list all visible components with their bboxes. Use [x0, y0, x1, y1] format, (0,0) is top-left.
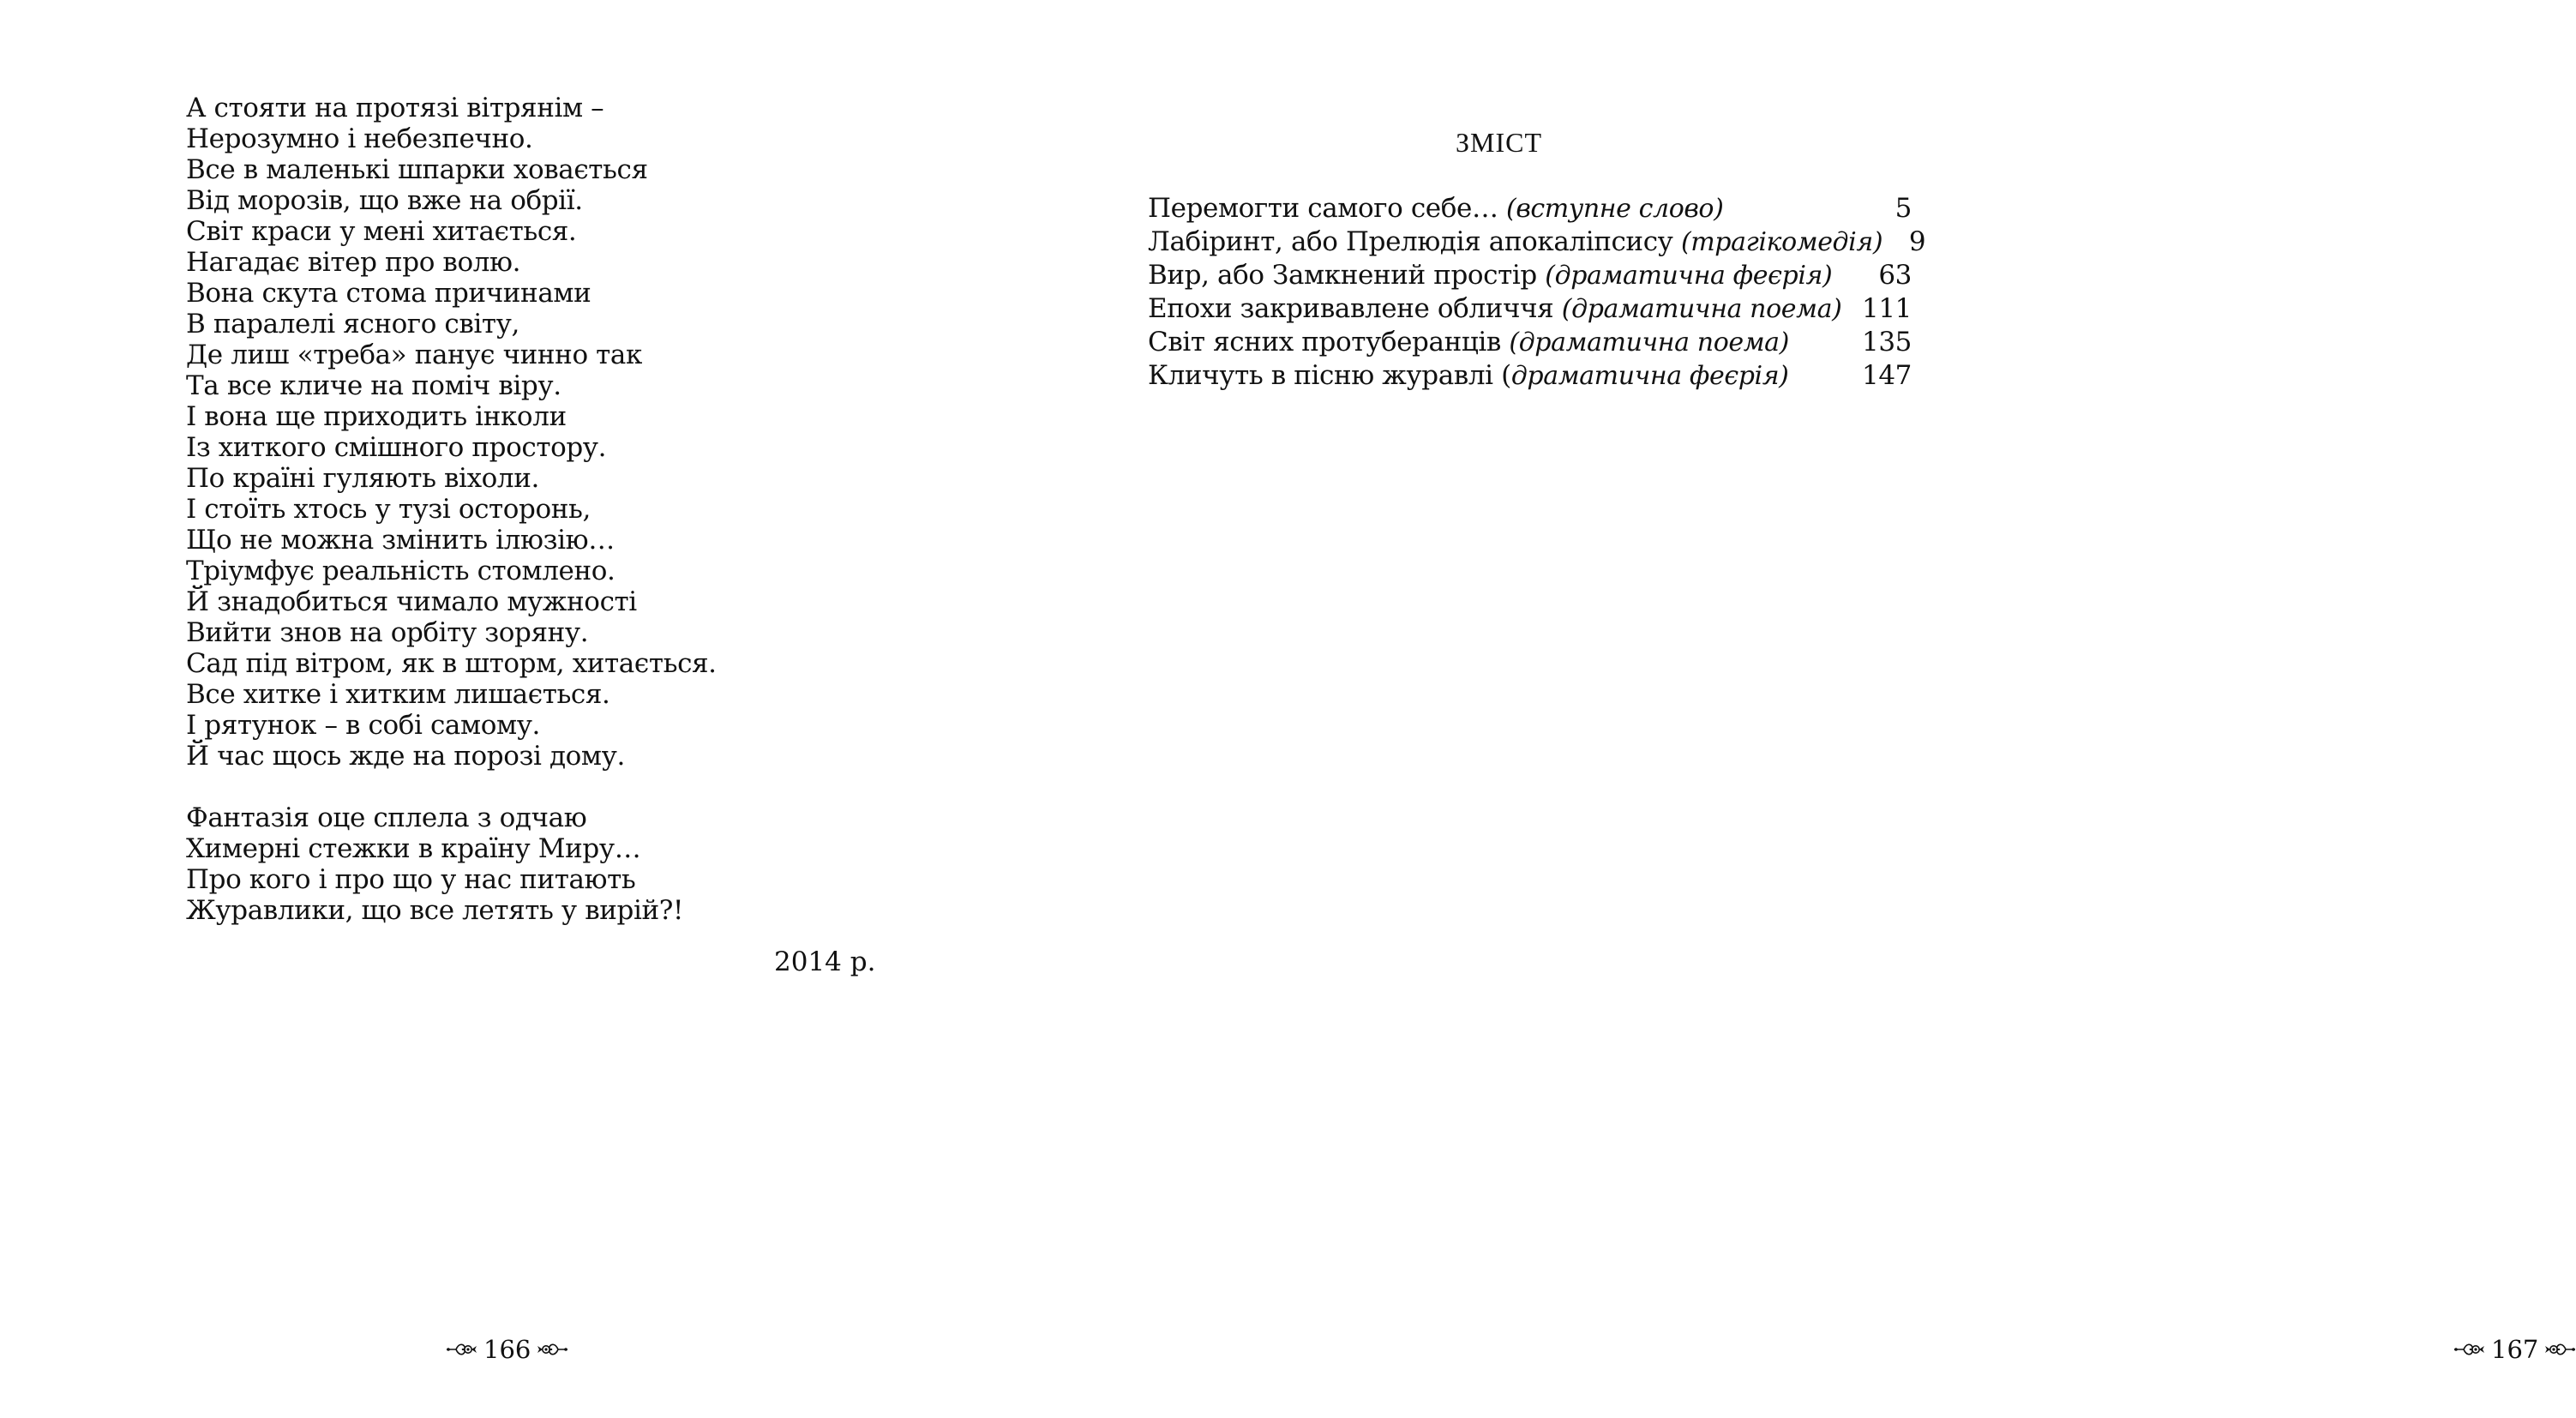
verse-line: Фантазія оце сплела з одчаю: [186, 802, 587, 833]
left-page: [0, 0, 999, 1418]
toc-entry-page: 111: [1862, 293, 1912, 324]
verse-line: А стояти на протязі вітрянім –: [186, 93, 604, 123]
verse-line: Тріумфує реальність стомлено.: [186, 556, 615, 586]
poem: [186, 93, 958, 926]
toc-entry-page: 9: [1908, 226, 1926, 257]
verse-line: І рятунок – в собі самому.: [186, 710, 540, 741]
verse-line: Про кого і про що у нас питають: [186, 864, 636, 895]
toc-entry-title: Вир, або Замкнений простір: [1148, 260, 1546, 291]
page-footer-right: [2453, 1334, 2576, 1365]
toc-entry-page: 147: [1862, 360, 1912, 391]
toc-entry-genre: (вступне слово): [1506, 194, 1724, 224]
toc-entry-page: 63: [1878, 260, 1912, 291]
verse-line: Й час щось жде на порозі дому.: [186, 741, 625, 772]
right-page: [1000, 0, 2539, 1418]
verse-line: Химерні стежки в країну Миру…: [186, 833, 641, 864]
toc-entry-page: 135: [1862, 327, 1912, 358]
verse-line: Що не можна змінить ілюзію…: [186, 525, 615, 556]
verse-line: Від морозів, що вже на обрії.: [186, 185, 583, 216]
toc-entry[interactable]: [1148, 359, 1912, 393]
verse-line: Із хиткого смішного простору.: [186, 432, 607, 463]
toc-entry-genre: (драматична феєрія): [1545, 261, 1833, 291]
floral-ornament-icon: [2453, 1340, 2486, 1359]
verse-line: Все хитке і хитким лишається.: [186, 679, 610, 710]
toc-entry-title: Кличуть в пісню журавлі (: [1148, 360, 1511, 391]
verse-line: Й знадобиться чимало мужності: [186, 586, 637, 617]
verse-line: По країні гуляють віхоли.: [186, 463, 539, 494]
page-number: 167: [2491, 1335, 2539, 1364]
floral-ornament-icon: [536, 1340, 568, 1359]
poem-date: 2014 р.: [774, 946, 876, 977]
verse-line: І стоїть хтось у тузі осторонь,: [186, 494, 591, 525]
toc-entry[interactable]: [1148, 225, 1926, 259]
verse-line: Та все кличе на поміч віру.: [186, 370, 561, 401]
verse-line: В паралелі ясного світу,: [186, 309, 519, 339]
verse-line: Сад під вітром, як в шторм, хитається.: [186, 648, 717, 679]
verse-line: Світ краси у мені хитається.: [186, 216, 577, 247]
toc-entry-genre: (драматична поема): [1509, 327, 1789, 358]
floral-ornament-icon: [2543, 1340, 2576, 1359]
verse-line: Вона скута стома причинами: [186, 278, 591, 309]
verse-line: Де лиш «треба» панує чинно так: [186, 339, 642, 370]
toc-entry[interactable]: [1148, 192, 1912, 225]
stanza-2: [186, 802, 958, 926]
toc-entry-title: Світ ясних протуберанців: [1148, 327, 1510, 358]
toc-entry[interactable]: [1148, 292, 1912, 326]
floral-ornament-icon: [446, 1340, 478, 1359]
toc-entry-title: Епохи закривавлене обличчя: [1148, 293, 1562, 324]
toc-entry-genre: (драматична поема): [1561, 294, 1842, 324]
page-number: 166: [483, 1335, 531, 1364]
verse-line: І вона ще приходить інколи: [186, 401, 567, 432]
toc-entry-genre: (трагікомедія): [1680, 227, 1883, 257]
verse-line: Журавлики, що все летять у вирій?!: [186, 895, 684, 926]
verse-line: Нерозумно і небезпечно.: [186, 123, 533, 154]
table-of-contents: [1148, 192, 1926, 393]
verse-line: Нагадає вітер про волю.: [186, 247, 521, 278]
toc-entry-page: 5: [1894, 193, 1912, 224]
toc-entry[interactable]: [1148, 326, 1912, 359]
contents-heading: ЗМІСТ: [1455, 127, 1543, 158]
verse-line: Все в маленькі шпарки ховається: [186, 154, 648, 185]
toc-entry-genre: драматична феєрія): [1510, 361, 1789, 391]
verse-line: Вийти знов на орбіту зоряну.: [186, 617, 589, 648]
toc-entry-title: Перемогти самого себе…: [1148, 193, 1507, 224]
page-footer-left: [446, 1334, 568, 1365]
toc-entry[interactable]: [1148, 259, 1912, 292]
toc-entry-title: Лабіринт, або Прелюдія апокаліпсису: [1148, 226, 1681, 257]
stanza-1: [186, 93, 958, 772]
